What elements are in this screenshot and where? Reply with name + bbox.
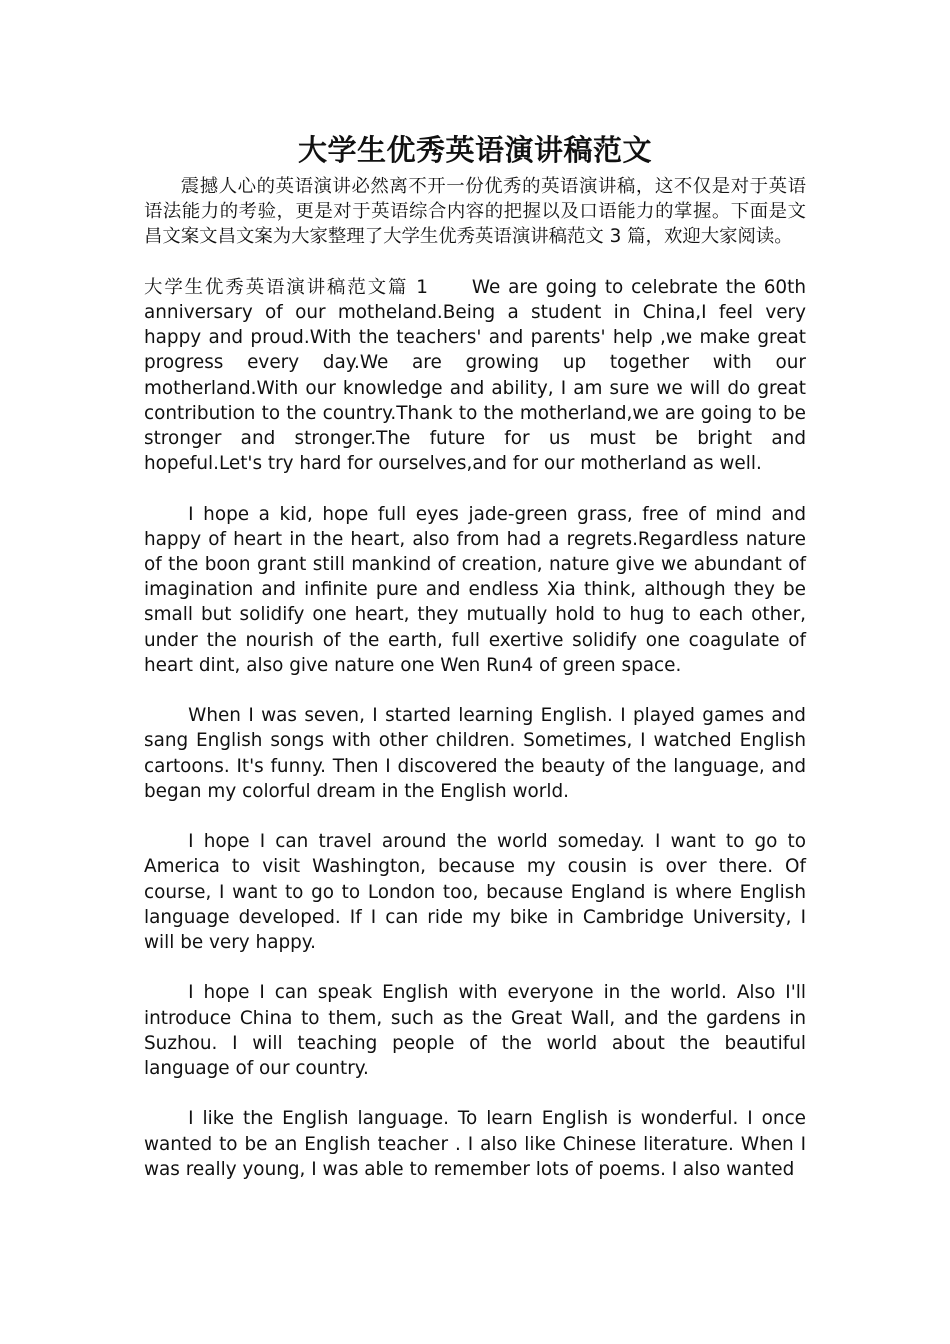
intro-paragraph: 震撼人心的英语演讲必然离不开一份优秀的英语演讲稿，这不仅是对于英语语法能力的考验，更是对于英语综合内容的把握以及口语能力的掌握。下面是文昌文案文昌文案为大家整理了大学生优秀英语演讲稿范文 3 篇，欢迎大家阅读。	[144, 176, 806, 248]
paragraph-spacer	[144, 1081, 806, 1106]
paragraph-spacer	[144, 250, 806, 275]
document-title: 大学生优秀英语演讲稿范文	[297, 133, 652, 167]
document-body	[144, 130, 806, 1182]
section1-text: We are going to celebrate the 60th anniversary of our motheland.Being a student in China,I feel very happy and proud.With the teachers' and parents' help ,we make great progress every day.We are growing up together with our motherland.With our knowledge and ability, I am sure we will do great contribution to the country.Thank to the motherland,we are going to be stronger and stronger.The future for us must be bright and hopeful.Let's try hard for ourselves,and for our motherland as well.	[144, 276, 806, 475]
paragraph-spacer	[144, 678, 806, 703]
body-paragraph-2: When I was seven, I started learning English. I played games and sang English songs with other children. Sometimes, I watched English cartoons. It's funny. Then I discovered the beauty of the language, and began my colorful dream in the English world.	[144, 705, 806, 802]
section1-paragraph	[144, 275, 806, 477]
section-heading: 大学生优秀英语演讲稿范文篇 1	[144, 276, 428, 298]
paragraph-spacer	[144, 804, 806, 829]
body-paragraph-3: I hope I can travel around the world someday. I want to go to America to visit Washington, because my cousin is over there. Of course, I want to go to London too, because England is where English language developed. If I can ride my bike in Cambridge University, I will be very happy.	[144, 831, 806, 954]
paragraph-spacer	[144, 476, 806, 501]
body-paragraph-4: I hope I can speak English with everyone in the world. Also I'll introduce China to them, such as the Great Wall, and the gardens in Suzhou. I will teaching people of the world about the beautiful language of our country.	[144, 982, 806, 1080]
paragraph-spacer	[144, 955, 806, 980]
body-paragraph-1: I hope a kid, hope full eyes jade-green grass, free of mind and happy of heart in the heart, also from had a regrets.Regardless nature of the boon grant still mankind of creation, nature give we abundant of imagination and infinite pure and endless Xia think, although they be small but solidify one heart, they mutually hold to hug to each other, under the nourish of the earth, full exertive solidify one coagulate of heart dint, also give nature one Wen Run4 of green space.	[144, 503, 806, 676]
body-paragraph-5: I like the English language. To learn English is wonderful. I once wanted to be an English teacher . I also like Chinese literature. When I was really young, I was able to remember lots of poems. I also wanted	[144, 1108, 806, 1180]
